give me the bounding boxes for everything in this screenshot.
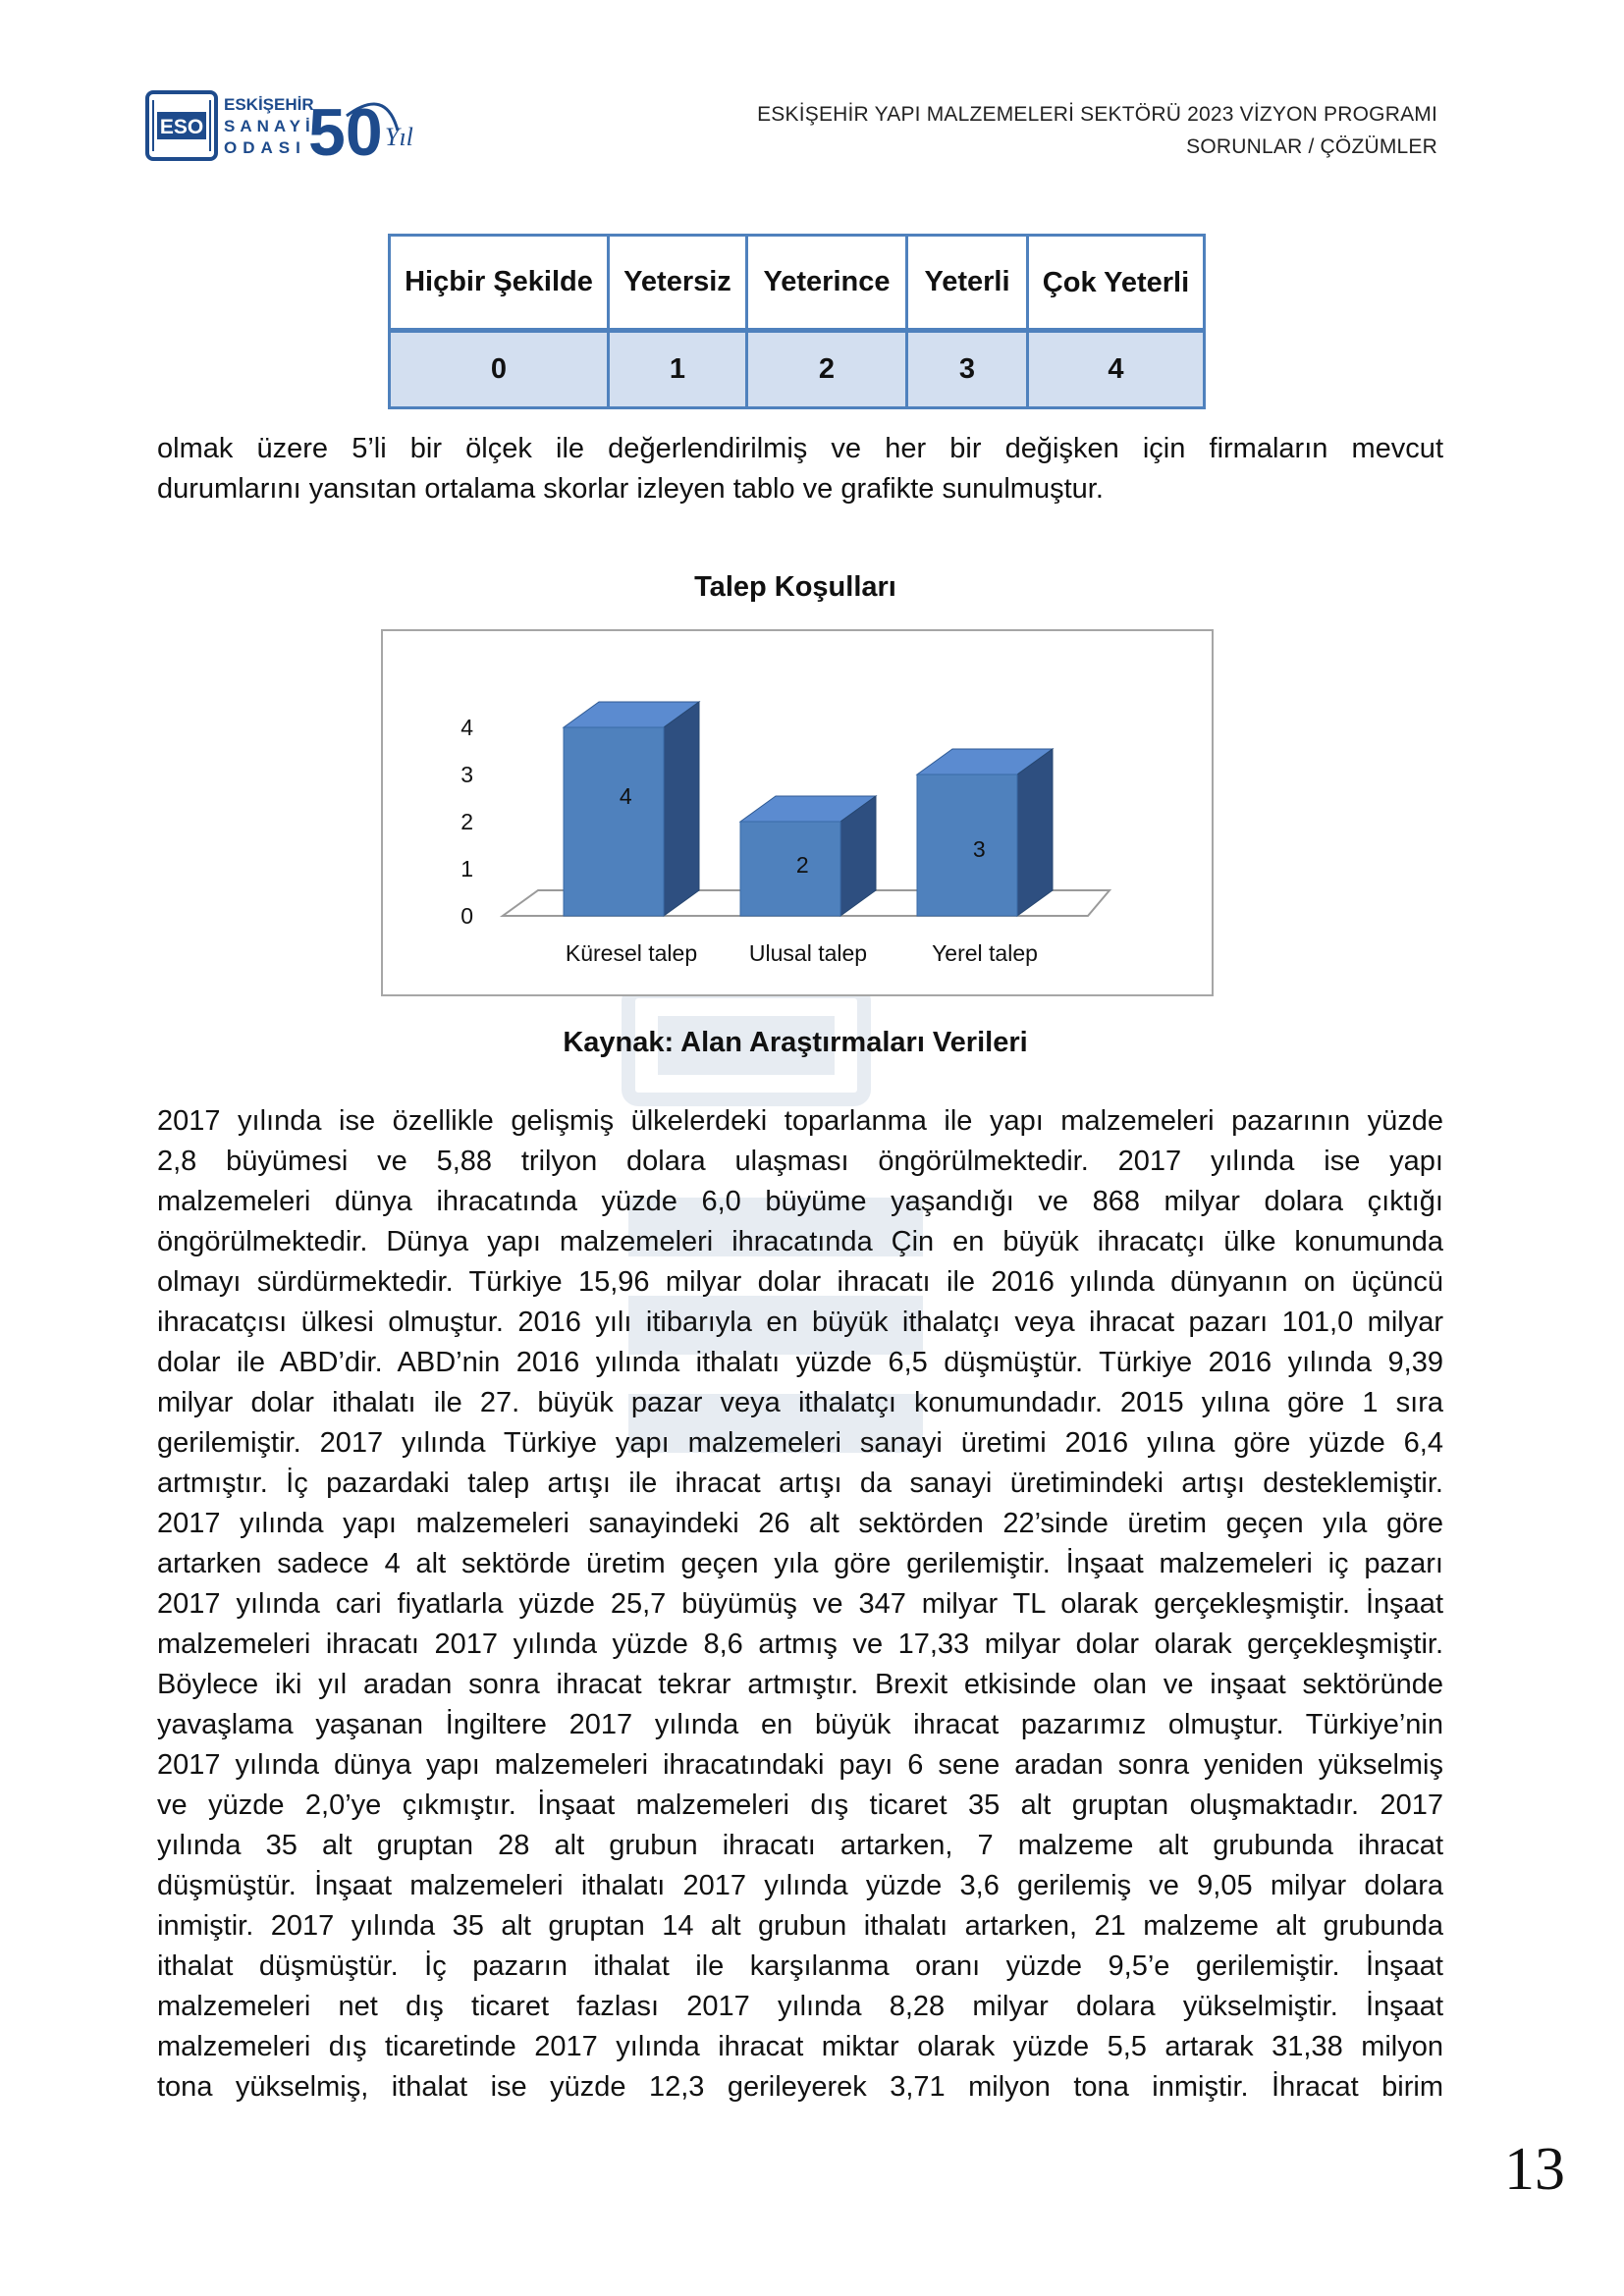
y-tick-label: 0 xyxy=(460,903,473,929)
text-line: ihracatçısı ülkesi olmuştur. 2016 yılı itibarıyla en büyük ithalatçı veya ihracat pazarı 101,0 milyar xyxy=(157,1307,1443,1338)
scale-header-row xyxy=(390,236,1205,331)
text-line: yılında 35 alt gruptan 28 alt grubun ihracatı artarken, 7 malzeme alt grubunda ihracat xyxy=(157,1830,1443,1861)
text-line: 2017 yılında dünya yapı malzemeleri ihracatındaki payı 6 sene aradan sonra yeniden yükselmiş xyxy=(157,1749,1443,1781)
text-line: ve yüzde 2,0’ye çıkmıştır. İnşaat malzemeleri dış ticaret 35 alt gruptan oluşmaktadır. 2017 xyxy=(157,1789,1443,1821)
logo-yil: Yıl xyxy=(385,123,413,151)
scale-value-cell: 3 xyxy=(907,331,1028,408)
document-header xyxy=(757,98,1437,163)
logo-50: 50 xyxy=(308,95,383,165)
rating-scale-table xyxy=(388,234,1206,409)
source-caption: Kaynak: Alan Araştırmaları Verileri xyxy=(563,1027,1028,1058)
text-line: malzemeleri dış ticaretinde 2017 yılında ihracat miktar olarak yüzde 5,5 artarak 31,38 milyon xyxy=(157,2031,1443,2062)
bar-data-label: 2 xyxy=(795,852,809,878)
text-line: dolar ile ABD’dir. ABD’nin 2016 yılında ithalatı yüzde 6,5 düşmüştür. Türkiye 2016 yılında 9,39 xyxy=(157,1347,1443,1378)
scale-header-cell: Hiçbir Şekilde xyxy=(390,236,609,331)
text-line: 2,8 büyümesi ve 5,88 trilyon dolara ulaşması öngörülmektedir. 2017 yılında ise yapı xyxy=(157,1146,1443,1177)
eso-logo xyxy=(145,86,430,165)
bar xyxy=(564,727,664,916)
text-line: 2017 yılında yapı malzemeleri sanayindeki 26 alt sektörden 22’sinde üretim geçen yıla göre xyxy=(157,1508,1443,1539)
bar xyxy=(917,774,1017,916)
scale-header-cell: Çok Yeterli xyxy=(1028,236,1205,331)
text-line: tona yükselmiş, ithalat ise yüzde 12,3 gerileyerek 3,71 milyon tona inmiştir. İhracat birim xyxy=(157,2071,1443,2103)
x-category-label: Küresel talep xyxy=(565,940,698,966)
scale-value-cell: 0 xyxy=(390,331,609,408)
scale-header-cell: Yetersiz xyxy=(609,236,747,331)
page-number: 13 xyxy=(1504,2136,1565,2203)
scale-header-cell: Yeterince xyxy=(747,236,907,331)
logo-line3: ODASI xyxy=(224,138,306,157)
bar-side xyxy=(1017,749,1053,916)
text-line: malzemeleri dünya ihracatında yüzde 6,0 büyüme yaşandığı ve 868 milyar dolara çıktığı xyxy=(157,1186,1443,1217)
chart-title: Talep Koşulları xyxy=(694,571,896,603)
text-line: artmıştır. İç pazardaki talep artışı ile ihracat artışı da sanayi üretimindeki artışı desteklemiştir. xyxy=(157,1468,1443,1499)
logo-line1: ESKİŞEHİR xyxy=(224,95,314,114)
text-line: malzemeleri net dış ticaret fazlası 2017 yılında 8,28 milyar dolara yükselmiştir. İnşaat xyxy=(157,1991,1443,2022)
bar-data-label: 4 xyxy=(619,783,632,809)
bar-data-label: 3 xyxy=(972,836,986,862)
logo-box-text: ESO xyxy=(159,116,204,138)
y-tick-label: 1 xyxy=(460,856,473,881)
bar-chart xyxy=(383,631,1212,994)
text-line: ithalat düşmüştür. İç pazarın ithalat ile karşılanma oranı yüzde 9,5’e gerilemiştir. İnşaat xyxy=(157,1950,1443,1982)
text-line: olmak üzere 5’li bir ölçek ile değerlendirilmiş ve her bir değişken için firmaların mevcut xyxy=(157,433,1443,464)
scale-value-row xyxy=(390,331,1205,408)
text-line: olmayı sürdürmektedir. Türkiye 15,96 milyar dolar ihracatı ile 2016 yılında dünyanın on üçüncü xyxy=(157,1266,1443,1298)
text-line: düşmüştür. İnşaat malzemeleri ithalatı 2017 yılında yüzde 3,6 gerilemiş ve 9,05 milyar dolara xyxy=(157,1870,1443,1901)
text-line: gerilemiştir. 2017 yılında Türkiye yapı malzemeleri sanayi üretimi 2016 yılına göre yüzde 6,4 xyxy=(157,1427,1443,1459)
header-title-line1: ESKİŞEHİR YAPI MALZEMELERİ SEKTÖRÜ 2023 VİZYON PROGRAMI xyxy=(757,103,1437,126)
x-category-label: Ulusal talep xyxy=(748,940,868,966)
text-line: öngörülmektedir. Dünya yapı malzemeleri ihracatında Çin en büyük ihracatçı ülke konumunda xyxy=(157,1226,1443,1257)
text-line: 2017 yılında cari fiyatlarla yüzde 25,7 büyümüş ve 347 milyar TL olarak gerçekleşmiştir. İnşaat xyxy=(157,1588,1443,1620)
text-line: artarken sadece 4 alt sektörde üretim geçen yıla göre gerilemiştir. İnşaat malzemeleri iç pazarı xyxy=(157,1548,1443,1579)
body-paragraph xyxy=(157,1101,1443,2108)
bar xyxy=(740,822,840,916)
text-line: 2017 yılında ise özellikle gelişmiş ülkelerdeki toparlanma ile yapı malzemeleri pazarının yüzde xyxy=(157,1105,1443,1137)
logo-line2: SANAYİ xyxy=(224,117,315,135)
scale-header-cell: Yeterli xyxy=(907,236,1028,331)
text-line: inmiştir. 2017 yılında 35 alt gruptan 14 alt grubun ithalatı artarken, 21 malzeme alt grubunda xyxy=(157,1910,1443,1942)
text-line: yavaşlama yaşanan İngiltere 2017 yılında en büyük ihracat pazarımız olmuştur. Türkiye’nin xyxy=(157,1709,1443,1740)
chart-frame xyxy=(381,629,1214,996)
bar-side xyxy=(664,702,699,916)
text-line: milyar dolar ithalatı ile 27. büyük pazar veya ithalatçı konumundadır. 2015 yılına göre 1 sıra xyxy=(157,1387,1443,1418)
text-line: Böylece iki yıl aradan sonra ihracat tekrar artmıştır. Brexit etkisinde olan ve inşaat sektöründe xyxy=(157,1669,1443,1700)
header-title-line2: SORUNLAR / ÇÖZÜMLER xyxy=(1186,135,1437,158)
y-tick-label: 3 xyxy=(460,762,473,787)
x-category-label: Yerel talep xyxy=(932,940,1038,966)
scale-value-cell: 1 xyxy=(609,331,747,408)
intro-paragraph xyxy=(157,429,1443,509)
y-tick-label: 2 xyxy=(460,809,473,834)
scale-value-cell: 4 xyxy=(1028,331,1205,408)
chart-floor-spacer xyxy=(384,632,503,916)
scale-value-cell: 2 xyxy=(747,331,907,408)
text-line: durumlarını yansıtan ortalama skorlar izleyen tablo ve grafikte sunulmuştur. xyxy=(157,473,1104,505)
y-tick-label: 4 xyxy=(460,715,473,740)
text-line: malzemeleri ihracatı 2017 yılında yüzde 8,6 artmış ve 17,33 milyar dolar olarak gerçekleşmiştir. xyxy=(157,1629,1443,1660)
